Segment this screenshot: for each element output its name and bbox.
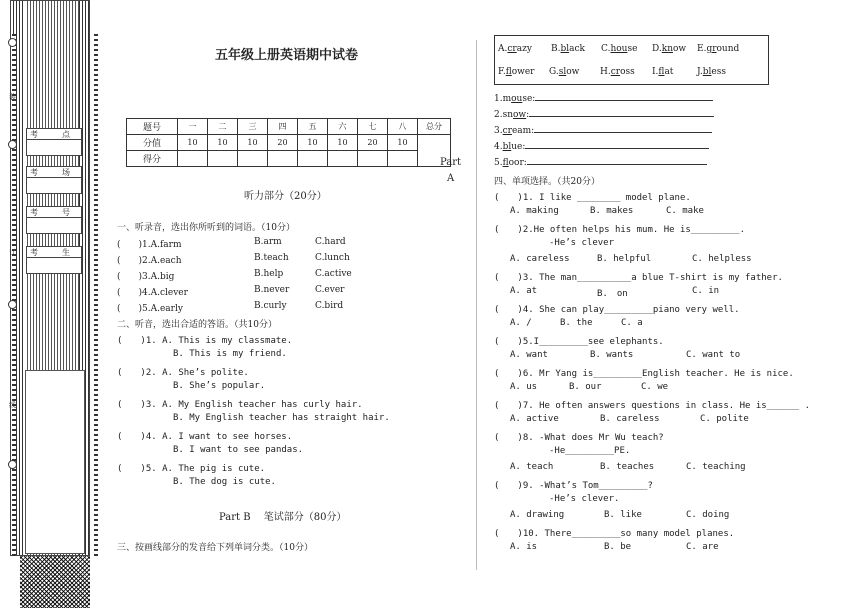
question: ( )5.A.early [117, 304, 183, 314]
phonics-option: C.house [601, 44, 638, 54]
answer-line[interactable] [527, 164, 707, 165]
exam-number-label: 考 号 [26, 206, 82, 218]
section-1-heading: 一、听录音，选出你所听到的词语。（10分） [117, 223, 295, 233]
option-b: B. teaches [600, 462, 655, 472]
question: ( )4.A.clever [117, 288, 188, 298]
option-b: B. This is my friend. [173, 349, 287, 359]
option-b: B. The dog is cute. [173, 477, 276, 487]
score-cell: 五 [298, 119, 328, 135]
score-cell: 总分 [418, 119, 451, 135]
circle-mark [8, 140, 17, 149]
question: ( )7. He often answers questions in class. He is______ . [494, 401, 811, 411]
phonics-option: A.crazy [498, 44, 532, 54]
score-cell: 四 [268, 119, 298, 135]
student-box [26, 246, 82, 274]
option-b: B. on [597, 289, 628, 299]
classify-row: 1.mouse: [494, 94, 713, 104]
question: ( )5.I_________see elephants. [494, 337, 664, 347]
question: ( )3. The man__________a blue T-shirt is my father. [494, 273, 783, 283]
option-a: A. us [510, 382, 538, 392]
question: ( )1. I like ________ model plane. [494, 193, 691, 203]
question-sub: -He’s clever. [549, 494, 620, 504]
question: ( )2.He often helps his mum. He is_________. [494, 225, 745, 235]
exam-room-label: 考 场 [26, 166, 82, 178]
option-b: B. be [604, 542, 632, 552]
score-cell: 20 [358, 135, 388, 151]
option-b: B.arm [254, 237, 282, 247]
strip-blank-area [25, 370, 85, 554]
section-4-heading: 四、单项选择。（共20分） [494, 177, 600, 187]
classify-row: 5.floor: [494, 158, 707, 168]
exam-number-field[interactable] [26, 218, 82, 234]
option-b: B.help [254, 269, 284, 279]
strip-dots-right [94, 34, 98, 556]
exam-number-box [26, 206, 82, 234]
phonics-option: H.cross [600, 67, 635, 77]
option-a: A. teach [510, 462, 554, 472]
option-c: C. a [621, 318, 643, 328]
option-c: C.bird [315, 301, 344, 311]
option-a: A. careless [510, 254, 570, 264]
score-cell: 题号 [127, 119, 178, 135]
circle-mark [8, 38, 17, 47]
question: ( )3. A. My English teacher has curly hair. [117, 400, 363, 410]
exam-site-field[interactable] [26, 140, 82, 156]
option-b: B. She’s popular. [173, 381, 266, 391]
score-cell: 分值 [127, 135, 178, 151]
score-cell: 10 [328, 135, 358, 151]
phonics-options-box [494, 35, 769, 85]
question: ( )6. Mr Yang is_________English teacher. He is nice. [494, 369, 794, 379]
exam-room-box [26, 166, 82, 194]
question: ( )1. A. This is my classmate. [117, 336, 293, 346]
score-cell: 得分 [127, 151, 178, 167]
part-b-title: Part B 笔试部分（80分） [219, 512, 347, 523]
strip-glyph: 线 [9, 401, 16, 409]
student-field[interactable] [26, 258, 82, 274]
score-cell: 八 [388, 119, 418, 135]
question: ( )8. -What does Mr Wu teach? [494, 433, 664, 443]
answer-line[interactable] [535, 100, 713, 101]
score-cell: 10 [178, 135, 208, 151]
part-a-title: 听力部分（20分） [244, 191, 327, 202]
option-c: C. helpless [692, 254, 752, 264]
student-label: 考 生 [26, 246, 82, 258]
option-b: B. like [604, 510, 642, 520]
exam-site-label: 考 点 [26, 128, 82, 140]
option-a: A. want [510, 350, 548, 360]
score-input-cell[interactable] [208, 151, 238, 167]
option-b: B.never [254, 285, 290, 295]
question: ( )3.A.big [117, 272, 175, 282]
option-c: C.ever [315, 285, 345, 295]
option-c: C.active [315, 269, 352, 279]
score-table [126, 118, 451, 167]
option-c: C. want to [686, 350, 741, 360]
page-divider [476, 40, 477, 570]
option-b: B. My English teacher has straight hair. [173, 413, 390, 423]
score-cell: 20 [268, 135, 298, 151]
option-a: A. at [510, 286, 538, 296]
score-cell: 三 [238, 119, 268, 135]
option-b: B.curly [254, 301, 287, 311]
phonics-option: D.know [652, 44, 687, 54]
score-input-cell[interactable] [298, 151, 328, 167]
score-cell: 10 [388, 135, 418, 151]
score-cell: 10 [208, 135, 238, 151]
score-cell: 七 [358, 119, 388, 135]
score-table-header [127, 119, 451, 135]
option-c: C. make [666, 206, 704, 216]
option-b: B. careless [600, 414, 660, 424]
strip-glyph: 订 [9, 249, 16, 257]
part-a-label: Part [440, 157, 462, 168]
option-a: A. / [510, 318, 532, 328]
option-b: B. our [569, 382, 602, 392]
answer-line[interactable] [525, 148, 709, 149]
option-c: C. we [641, 382, 669, 392]
circle-mark [8, 460, 17, 469]
score-cell: 一 [178, 119, 208, 135]
score-cell: 10 [238, 135, 268, 151]
option-a: A. drawing [510, 510, 565, 520]
score-input-cell[interactable] [358, 151, 388, 167]
strip-hatch-bottom [20, 556, 90, 608]
question: ( )4. She can play_________piano very well. [494, 305, 740, 315]
score-table-points [127, 135, 451, 151]
page-title: 五年级上册英语期中试卷 [215, 48, 359, 63]
score-cell: 六 [328, 119, 358, 135]
answer-line[interactable] [534, 132, 712, 133]
option-c: C. in [692, 286, 720, 296]
option-c: C. doing [686, 510, 730, 520]
strip-dots-left [12, 34, 16, 556]
option-b: B. makes [590, 206, 634, 216]
question: ( )2.A.each [117, 256, 182, 266]
classify-row: 4.blue: [494, 142, 709, 152]
score-cell: 10 [298, 135, 328, 151]
exam-room-field[interactable] [26, 178, 82, 194]
question: ( )10. There_________so many model planes. [494, 529, 735, 539]
part-a-letter: A [447, 173, 455, 184]
score-input-cell[interactable] [268, 151, 298, 167]
phonics-option: J.bless [697, 67, 726, 77]
option-b: B. the [560, 318, 593, 328]
option-b: B. wants [590, 350, 634, 360]
question: ( )9. -What’s Tom_________? [494, 481, 653, 491]
circle-mark [8, 300, 17, 309]
strip-glyph: 装 [9, 93, 16, 101]
phonics-option: B.black [551, 44, 585, 54]
question: ( )1.A.farm [117, 240, 182, 250]
answer-line[interactable] [529, 116, 714, 117]
phonics-option: F.flower [498, 67, 535, 77]
classify-row: 2.snow: [494, 110, 714, 120]
score-input-cell[interactable] [388, 151, 418, 167]
section-3-heading: 三、按画线部分的发音给下列单词分类。（10分） [117, 543, 313, 553]
score-cell: 二 [208, 119, 238, 135]
option-a: A. active [510, 414, 559, 424]
phonics-option: G.slow [549, 67, 580, 77]
phonics-option: E.ground [697, 44, 740, 54]
section-2-heading: 二、听音，选出合适的答语。（共10分） [117, 320, 277, 330]
score-input-cell[interactable] [178, 151, 208, 167]
question-sub: -He’s clever [549, 238, 615, 248]
question: ( )5. A. The pig is cute. [117, 464, 266, 474]
question-sub: -He_________PE. [549, 446, 631, 456]
question: ( )2. A. She’s polite. [117, 368, 249, 378]
score-input-cell[interactable] [328, 151, 358, 167]
option-c: C.hard [315, 237, 346, 247]
exam-site-box [26, 128, 82, 156]
question: ( )4. A. I want to see horses. [117, 432, 293, 442]
score-input-cell[interactable] [238, 151, 268, 167]
option-c: C. teaching [686, 462, 746, 472]
option-b: B. helpful [597, 254, 652, 264]
option-b: B. I want to see pandas. [173, 445, 304, 455]
option-c: C.lunch [315, 253, 350, 263]
option-c: C. polite [700, 414, 749, 424]
option-c: C. are [686, 542, 719, 552]
score-table-earned [127, 151, 451, 167]
option-a: A. is [510, 542, 538, 552]
classify-row: 3.cream: [494, 126, 712, 136]
option-b: B.teach [254, 253, 289, 263]
option-a: A. making [510, 206, 559, 216]
phonics-option: I.flat [652, 67, 674, 77]
